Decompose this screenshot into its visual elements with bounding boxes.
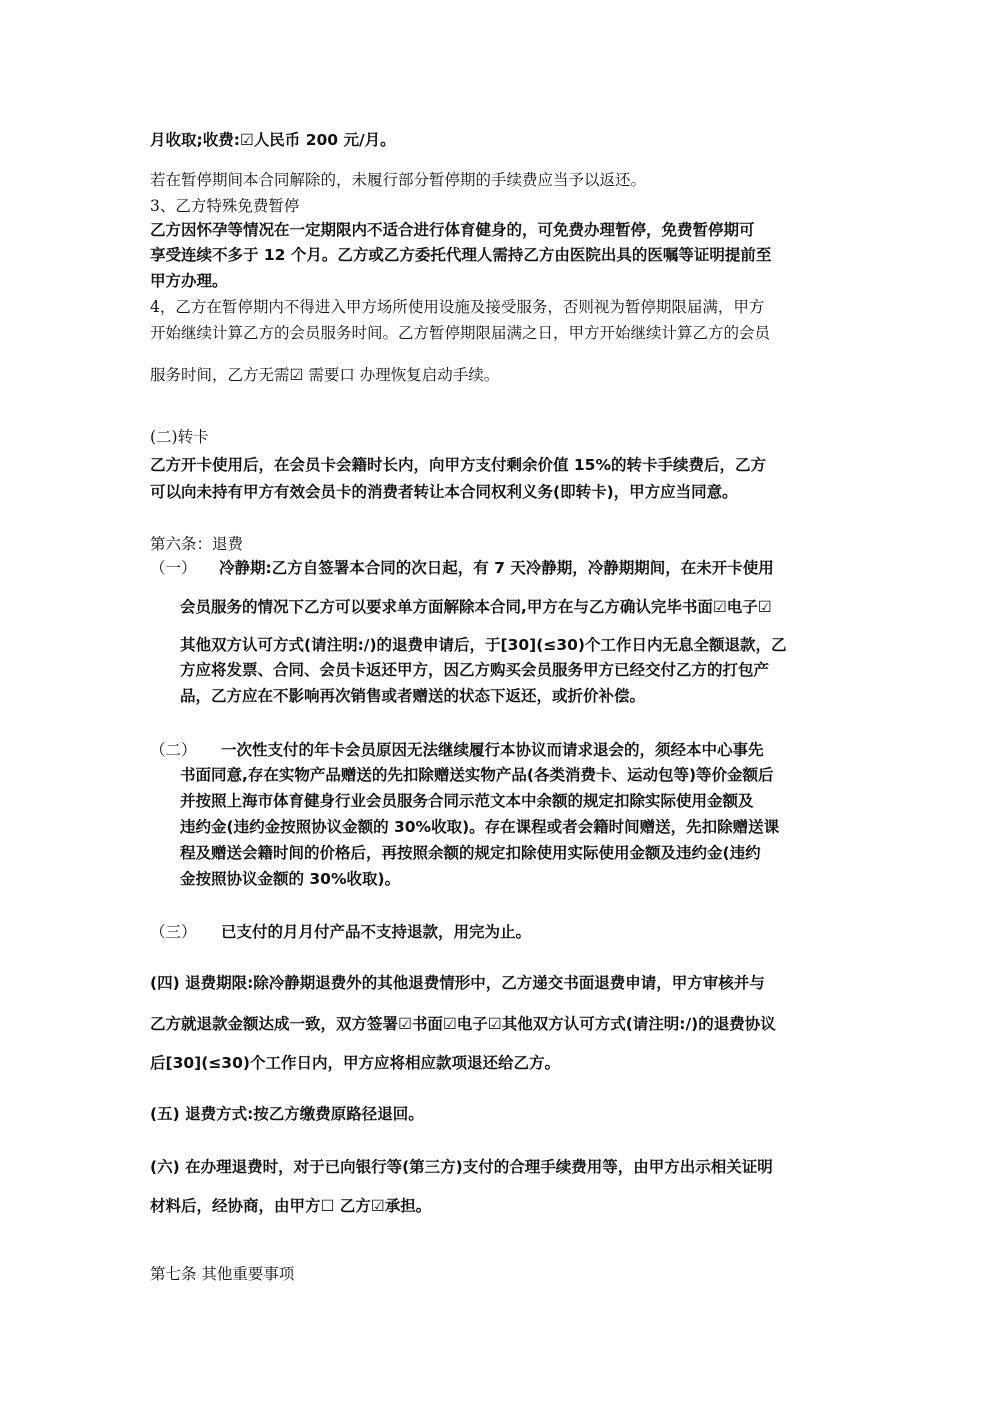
paragraph-line: 已支付的月月付产品不支持退款，用完为止。 [221, 923, 532, 941]
section-heading-transfer: (二)转卡 [150, 428, 209, 446]
paragraph-line: 乙方因怀孕等情况在一定期限内不适合进行体育健身的，可免费办理暂停，免费暂停期可 [150, 221, 755, 239]
paragraph-line: 乙方开卡使用后，在会员卡会籍时长内，向甲方支付剩余价值 15%的转卡手续费后，乙方 [150, 456, 766, 474]
paragraph-line: 甲方办理。 [150, 272, 228, 290]
paragraph-line: 并按照上海市体育健身行业会员服务合同示范文本中余额的规定扣除实际使用金额及 [180, 792, 754, 810]
paragraph-line: 开始继续计算乙方的会员服务时间。乙方暂停期限届满之日，甲方开始继续计算乙方的会员 [150, 324, 771, 342]
paragraph-line: 违约金(违约金按照协议金额的 30%收取)。存在课程或者会籍时间赠送，先扣除赠送课 [180, 818, 780, 836]
article-heading-other: 第七条 其他重要事项 [150, 1265, 295, 1283]
item-number: （三） [150, 923, 197, 941]
paragraph-line: 方应将发票、合同、会员卡返还甲方，因乙方购买会员服务甲方已经交付乙方的打包产 [180, 661, 770, 679]
paragraph-line: (四) 退费期限:除冷静期退费外的其他退费情形中，乙方递交书面退费申请，甲方审核并与 [150, 974, 765, 992]
paragraph-line: 可以向未持有甲方有效会员卡的消费者转让本合同权利义务(即转卡)，甲方应当同意。 [150, 483, 738, 501]
paragraph-line: (六) 在办理退费时，对于已向银行等(第三方)支付的合理手续费用等，由甲方出示相关证明 [150, 1158, 773, 1176]
section-heading-free-pause: 3、乙方特殊免费暂停 [150, 197, 300, 215]
paragraph-line: 冷静期:乙方自签署本合同的次日起，有 7 天冷静期，冷静期期间，在未开卡使用 [219, 559, 774, 577]
paragraph-line: 享受连续不多于 12 个月。乙方或乙方委托代理人需持乙方由医院出具的医嘱等证明提前至 [150, 246, 772, 264]
paragraph-line: 书面同意,存在实物产品赠送的先扣除赠送实物产品(各类消费卡、运动包等)等价金额后 [180, 766, 774, 784]
fee-line: 月收取;收费:☑人民币 200 元/月。 [150, 131, 396, 149]
article-heading-refund: 第六条：退费 [150, 535, 244, 553]
paragraph-line: 金按照协议金额的 30%收取)。 [180, 870, 401, 888]
paragraph-line: 后[30](≤30)个工作日内，甲方应将相应款项退还给乙方。 [150, 1054, 560, 1072]
paragraph-line: 程及赠送会籍时间的价格后，再按照余额的规定扣除使用实际使用金额及违约金(违约 [180, 844, 761, 862]
paragraph-line: 一次性支付的年卡会员原因无法继续履行本协议而请求退会的，须经本中心事先 [221, 741, 764, 759]
paragraph-line: 服务时间，乙方无需☑ 需要口 办理恢复启动手续。 [150, 366, 500, 384]
paragraph-line: 4，乙方在暂停期内不得进入甲方场所使用设施及接受服务，否则视为暂停期限届满，甲方 [150, 298, 765, 316]
paragraph-line: (五) 退费方式:按乙方缴费原路径退回。 [150, 1105, 424, 1123]
item-number: （一） [150, 559, 197, 577]
paragraph-line: 乙方就退款金额达成一致，双方签署☑书面☑电子☑其他双方认可方式(请注明:/)的退费协议 [150, 1015, 776, 1033]
paragraph-line: 品，乙方应在不影响再次销售或者赠送的状态下返还，或折价补偿。 [180, 687, 646, 705]
paragraph-line: 材料后，经协商，由甲方☐ 乙方☑承担。 [150, 1197, 432, 1215]
item-number: （二） [150, 741, 197, 759]
paragraph-line: 其他双方认可方式(请注明:/)的退费申请后，于[30](≤30)个工作日内无息全额退款，乙 [180, 636, 787, 654]
refund-suspension-line: 若在暂停期间本合同解除的，未履行部分暂停期的手续费应当予以返还。 [150, 171, 647, 189]
paragraph-line: 会员服务的情况下乙方可以要求单方面解除本合同,甲方在与乙方确认完毕书面☑电子☑ [180, 598, 772, 616]
